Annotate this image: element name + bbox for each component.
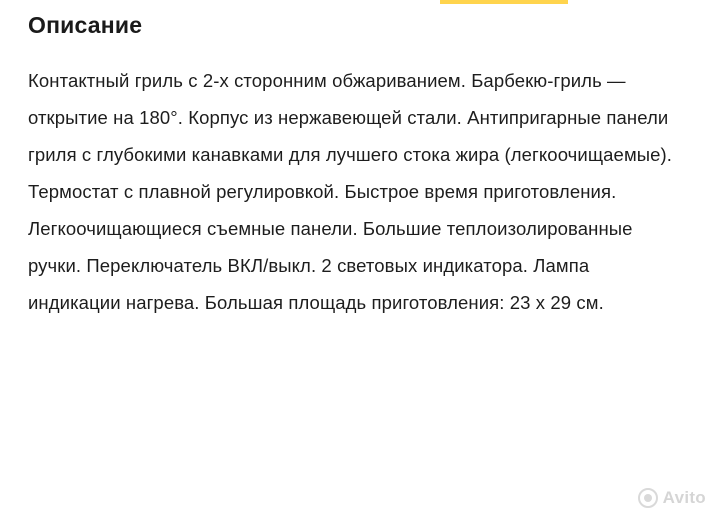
top-accent-strip bbox=[0, 0, 720, 4]
description-body-text: Контактный гриль с 2-х сторонним обжариванием. Барбекю-гриль — открытие на 180°. Корпус из нержавеющей стали. Антипригарные панели гриля с глубокими канавками для лучшего стока жира (легкоочищаемые). Термостат с плавной регулировкой. Быстрое время приготовления. Легкоочищающиеся съемные панели. Большие теплоизолированные ручки. Переключатель ВКЛ/выкл. 2 световых индикатора. Лампа индикации нагрева. Большая площадь приготовления: 23 x 29 см. bbox=[28, 69, 673, 313]
avito-logo-icon bbox=[638, 488, 658, 508]
avito-watermark bbox=[638, 488, 706, 508]
watermark-label: Avito bbox=[662, 488, 706, 507]
description-content bbox=[28, 12, 700, 339]
page-title: Описание bbox=[28, 12, 143, 38]
accent-bar bbox=[440, 0, 568, 4]
